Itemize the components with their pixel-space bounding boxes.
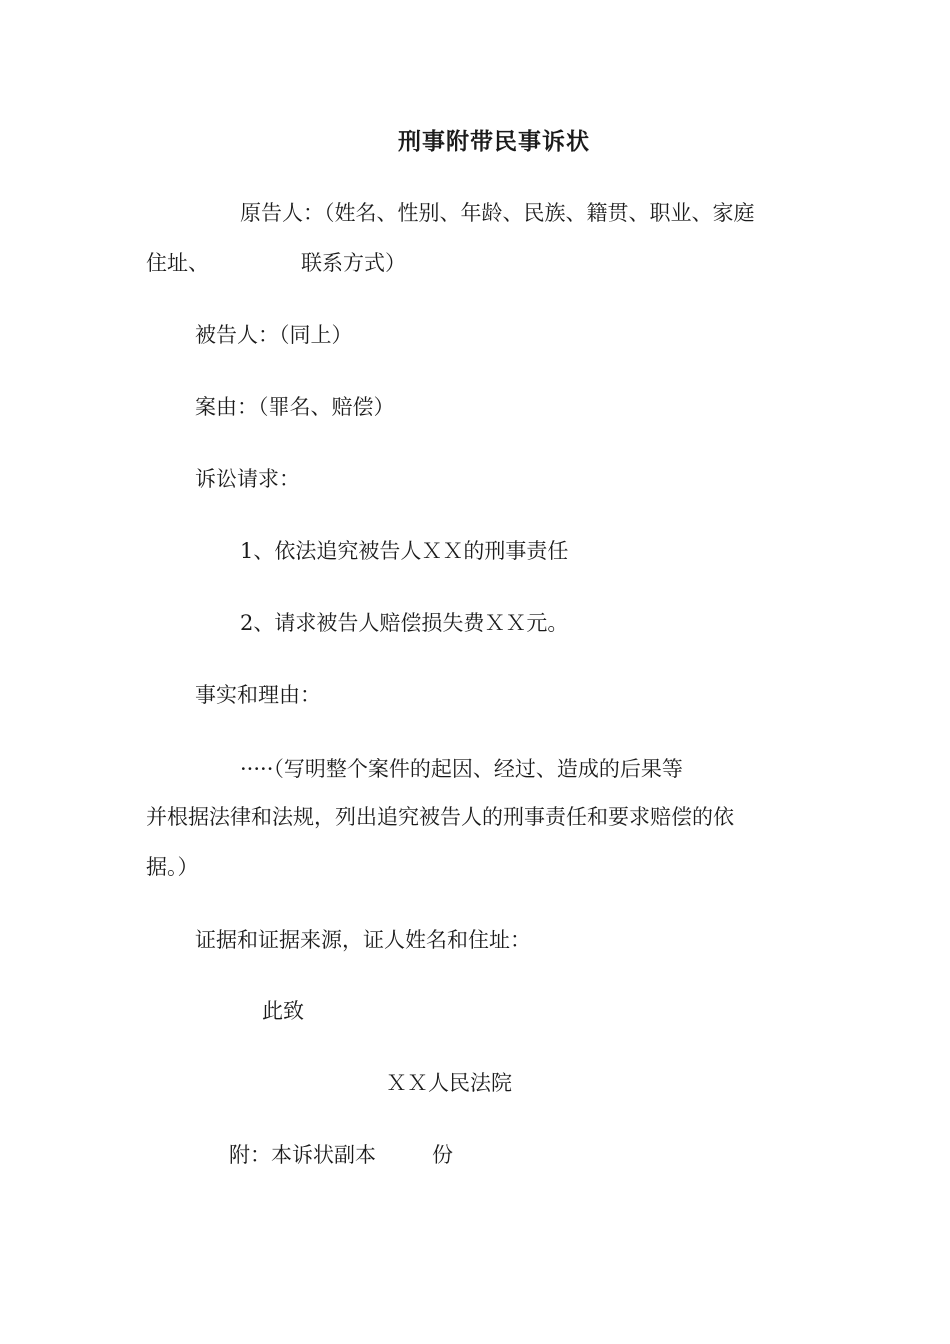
attachment-label: 附：本诉状副本	[229, 1143, 376, 1167]
document-title: 刑事附带民事诉状	[398, 129, 590, 155]
plaintiff-contact-label: 联系方式）	[301, 251, 406, 275]
salutation: 此致	[262, 999, 304, 1023]
claim-item-1: 1、依法追究被告人ＸＸ的刑事责任	[240, 539, 569, 563]
attachment-line	[229, 1145, 453, 1166]
claim-item-2: 2、请求被告人赔偿损失费ＸＸ元。	[240, 611, 569, 635]
defendant-line: 被告人：（同上）	[195, 323, 353, 347]
facts-heading: 事实和理由：	[195, 683, 321, 707]
facts-line-2: 并根据法律和法规，列出追究被告人的刑事责任和要求赔偿的依	[146, 805, 734, 829]
facts-line-1: ·····（写明整个案件的起因、经过、造成的后果等	[240, 757, 683, 781]
attachment-unit: 份	[432, 1143, 453, 1167]
plaintiff-line-2	[146, 253, 406, 274]
cause-line: 案由：（罪名、赔偿）	[195, 395, 395, 419]
facts-line-3: 据。）	[146, 855, 199, 879]
court-name: ＸＸ人民法院	[386, 1071, 512, 1095]
plaintiff-line-1: 原告人：（姓名、性别、年龄、民族、籍贯、职业、家庭	[240, 201, 755, 225]
evidence-line: 证据和证据来源，证人姓名和住址：	[195, 928, 531, 952]
claims-heading: 诉讼请求：	[195, 467, 300, 491]
plaintiff-address-label: 住址、	[146, 251, 209, 275]
